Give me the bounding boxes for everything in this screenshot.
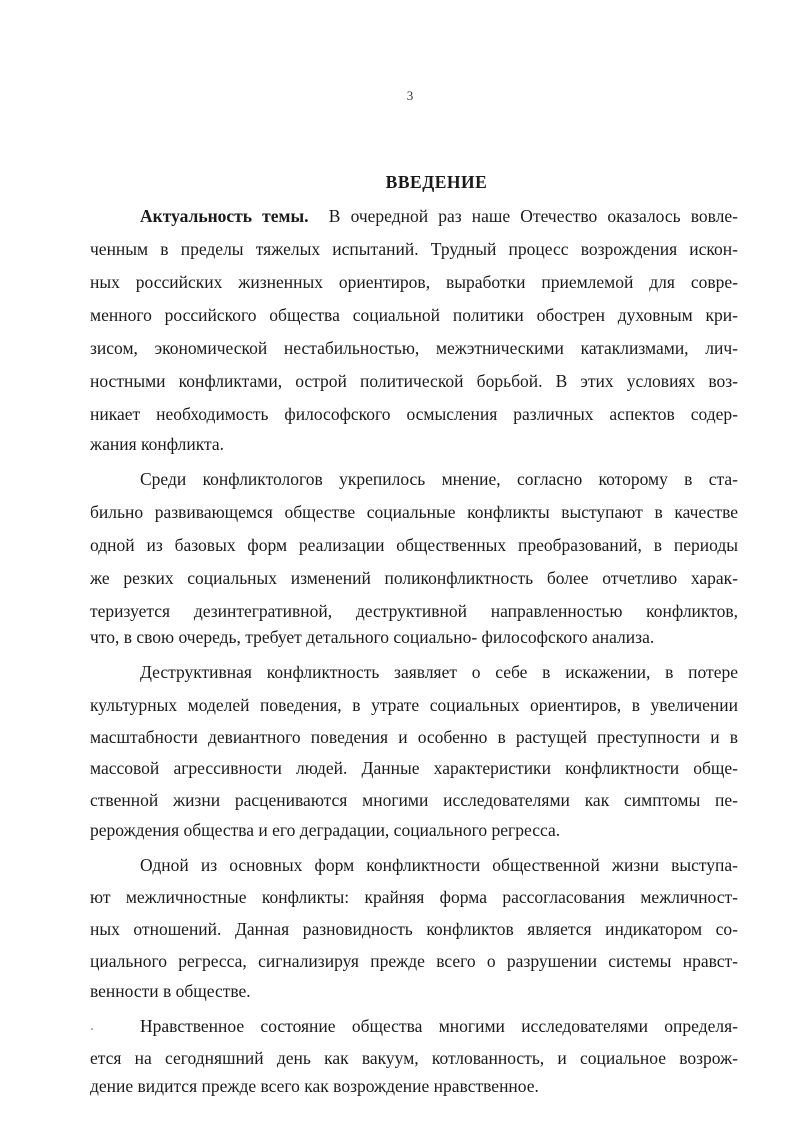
- paragraph-1-line-rest: В очередной раз наше Отечество оказалось вовле-: [328, 206, 739, 226]
- paragraph-3-line: масштабности девиантного поведения и особенно в растущей преступности и в: [90, 727, 738, 747]
- paragraph-2-line: бильно развивающемся обществе социальные конфликты выступают в качестве: [90, 502, 738, 522]
- paragraph-4-line: ных отношений. Данная разновидность конфликтов является индикатором со-: [90, 919, 738, 939]
- paragraph-3-line: массовой агрессивности людей. Данные характеристики конфликтности обще-: [90, 758, 738, 778]
- paragraph-3-line: ственной жизни расцениваются многими исследователями как симптомы пе-: [90, 790, 738, 810]
- paragraph-3-line: Деструктивная конфликтность заявляет о себе в искажении, в потере: [140, 662, 738, 682]
- paragraph-4-line: венности в обществе.: [90, 981, 251, 1001]
- paragraph-2-line: же резких социальных изменений поликонфликтность более отчетливо харак-: [90, 568, 738, 588]
- paragraph-1-line: жания конфликта.: [90, 434, 225, 454]
- paragraph-2-line: Среди конфликтологов укрепилось мнение, согласно которому в ста-: [140, 469, 738, 489]
- section-title: ВВЕДЕНИЕ: [385, 172, 488, 192]
- paragraph-1-line: ченным в пределы тяжелых испытаний. Трудный процесс возрождения искон-: [90, 239, 738, 259]
- paragraph-1-line: никает необходимость философского осмысления различных аспектов содер-: [90, 404, 738, 424]
- paragraph-5-line: дение видится прежде всего как возрождение нравственное.: [90, 1076, 539, 1096]
- page-number: 3: [406, 88, 414, 103]
- paragraph-1-line: зисом, экономической нестабильностью, межэтническими катаклизмами, лич-: [90, 338, 738, 358]
- paragraph-2-line: что, в свою очередь, требует детального социально- философского анализа.: [90, 627, 655, 647]
- paragraph-5-line: ется на сегодняшний день как вакуум, котлованность, и социальное возрож-: [90, 1048, 738, 1068]
- paragraph-4-line: ют межличностные конфликты: крайняя форма рассогласования межличност-: [90, 887, 738, 907]
- paragraph-1-line: ных российских жизненных ориентиров, выработки приемлемой для совре-: [90, 272, 738, 292]
- paragraph-2-line: одной из базовых форм реализации общественных преобразований, в периоды: [90, 535, 738, 555]
- paragraph-3-line: культурных моделей поведения, в утрате социальных ориентиров, в увеличении: [90, 695, 738, 715]
- paragraph-1-line: [140, 208, 738, 226]
- paragraph-3-line: рерождения общества и его деградации, социального регресса.: [90, 820, 561, 840]
- paragraph-5-line: Нравственное состояние общества многими исследователями определя-: [140, 1016, 738, 1036]
- scan-speck: [91, 1028, 93, 1030]
- paragraph-2-line: теризуется дезинтегративной, деструктивной направленностью конфликтов,: [90, 601, 738, 621]
- paragraph-4-line: Одной из основных форм конфликтности общественной жизни выступа-: [140, 855, 738, 875]
- paragraph-4-line: циального регресса, сигнализируя прежде всего о разрушении системы нравст-: [90, 951, 738, 971]
- paragraph-1-line: ностными конфликтами, острой политической борьбой. В этих условиях воз-: [90, 371, 738, 391]
- paragraph-1-lead: Актуальность темы.: [140, 206, 309, 226]
- paragraph-1-line: менного российского общества социальной политики обострен духовным кри-: [90, 305, 738, 325]
